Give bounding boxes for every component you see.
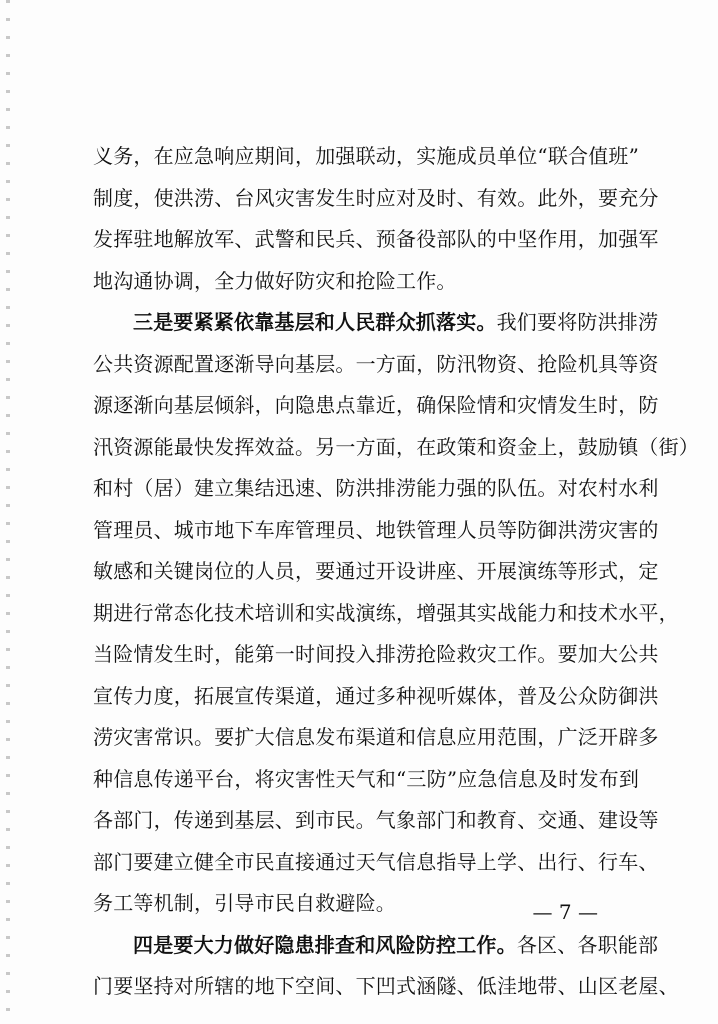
paragraph-text: 公共资源配置逐渐导向基层。一方面，防汛物资、抢险机具等资 [93,351,659,376]
text-line [93,344,659,386]
paragraph-text: 各区、各职能部 [516,932,659,957]
paragraph-text: 种信息传递平台，将灾害性天气和“三防”应急信息及时发布到 [93,766,640,791]
paragraph-text: 汛资源能最快发挥效益。另一方面，在政策和资金上，鼓励镇（街） [93,434,699,459]
text-line [93,717,659,759]
text-line [93,842,659,884]
text-line [93,178,659,220]
text-line [93,427,699,469]
text-line [93,136,640,178]
paragraph-text: 期进行常态化技术培训和实战演练，增强其实战能力和技术水平， [93,600,679,625]
text-line [93,261,621,303]
text-line [93,800,659,842]
paragraph-text: 地沟通协调，全力做好防灾和抢险工作。 [93,268,457,293]
paragraph-text: 宣传力度，拓展宣传渠道，通过多种视听媒体，普及公众防御洪 [93,683,659,708]
paragraph-text: 义务，在应急响应期间，加强联动，实施成员单位“联合值班” [93,144,640,168]
paragraph-text: 涝灾害常识。要扩大信息发布渠道和信息应用范围，广泛开辟多 [93,725,659,749]
text-line [93,468,659,510]
paragraph-text: 发挥驻地解放军、武警和民兵、预备役部队的中坚作用，加强军 [93,227,659,251]
paragraph-text: 管理员、城市地下车库管理员、地铁管理人员等防御洪涝灾害的 [93,517,659,542]
paragraph-text: 我们要将防洪排涝 [496,310,659,334]
text-line [93,302,659,344]
text-line [93,551,659,593]
text-line [93,676,659,718]
text-line [93,510,659,552]
text-line [93,759,640,801]
bold-heading-text: 四是要大力做好隐患排查和风险防控工作。 [133,932,517,957]
page-number: — 7 — [532,900,598,924]
paragraph-text: 源逐渐向基层倾斜，向隐患点靠近，确保险情和灾情发生时，防 [93,393,659,417]
paragraph-text: 制度，使洪涝、台风灾害发生时应对及时、有效。此外，要充分 [93,185,659,210]
bold-heading-text: 三是要紧紧依靠基层和人民群众抓落实。 [133,310,497,334]
paragraph-text: 当险情发生时，能第一时间投入排涝抢险救灾工作。要加大公共 [93,642,659,666]
text-line [93,219,659,261]
scan-margin-mark [6,0,10,1024]
body-text [93,136,699,1008]
paragraph-text: 务工等机制，引导市民自救避险。 [93,891,396,915]
paragraph-text: 部门要建立健全市民直接通过天气信息指导上学、出行、行车、 [93,849,659,874]
text-line [93,925,659,967]
text-line [93,385,659,427]
text-line [93,634,659,676]
paragraph-text: 门要坚持对所辖的地下空间、下凹式涵隧、低洼地带、山区老屋、 [93,974,679,998]
text-line [93,593,679,635]
text-line [93,966,679,1008]
paragraph-text: 各部门，传递到基层、到市民。气象部门和教育、交通、建设等 [93,808,659,832]
paragraph-text: 敏感和关键岗位的人员，要通过开设讲座、开展演练等形式，定 [93,559,659,583]
paragraph-text: 和村（居）建立集结迅速、防洪排涝能力强的队伍。对农村水利 [93,476,659,500]
